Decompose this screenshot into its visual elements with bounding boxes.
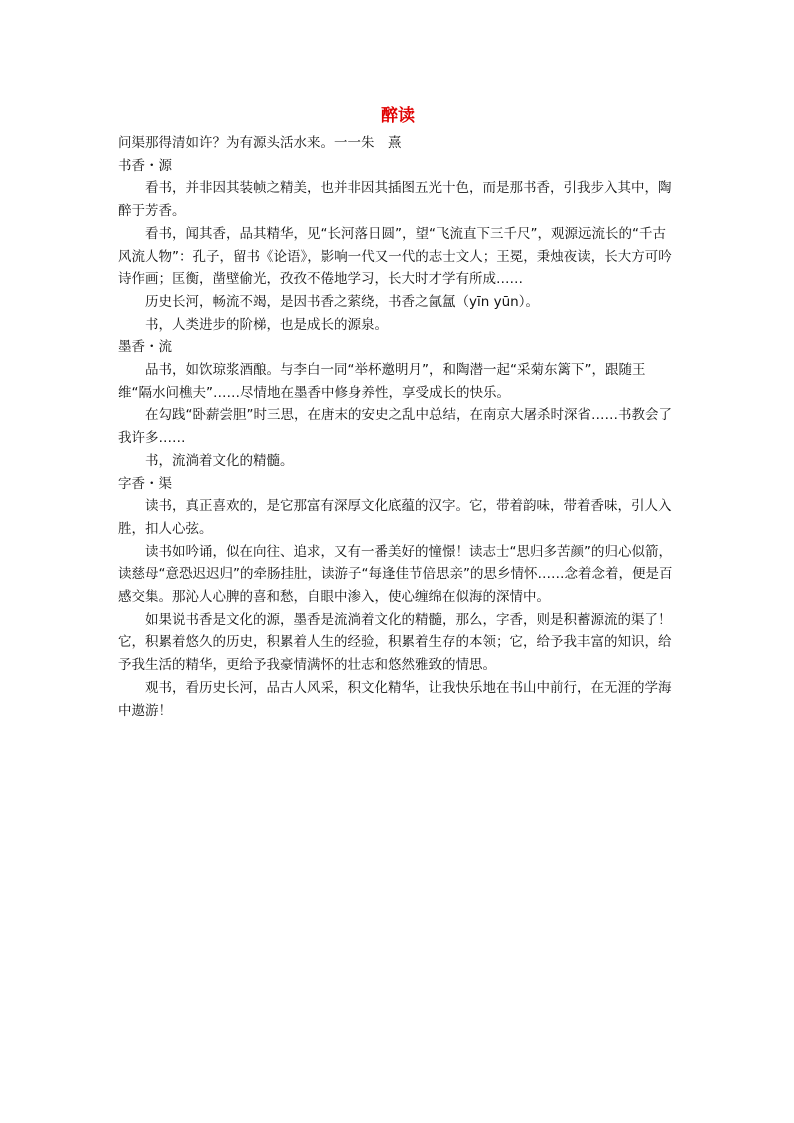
- document-title: 醉读: [381, 106, 415, 126]
- paragraph: 如果说书香是文化的源，墨香是流淌着文化的精髓，那么，字香，则是积蓄源流的渠了！它，积累着悠久的历史，积累着人生的经验，积累着生存的本领；它，给予我丰富的知识，给予我生活的精华，更给予我豪情满怀的壮志和悠然雅致的情思。: [118, 611, 672, 674]
- paragraph: 看书，闻其香，品其精华，见“长河落日圆”，望“飞流直下三千尺”，观源远流长的“千古风流人物”：孔子，留书《论语》，影响一代又一代的志士文人；王冕，秉烛夜读，长大方可吟诗作画；匡衡，凿壁偷光，孜孜不倦地学习，长大时才学有所成……: [118, 225, 672, 288]
- section-heading-source: 书香・源: [118, 157, 172, 174]
- paragraph: 在勾践“卧薪尝胆”时三思，在唐末的安史之乱中总结，在南京大屠杀时深省……书教会了我许多……: [118, 407, 672, 447]
- paragraph: 书，流淌着文化的精髓。: [145, 452, 294, 469]
- paragraph: 读书，真正喜欢的，是它那富有深厚文化底蕴的汉字。它，带着韵味，带着香味，引人入胜，扣人心弦。: [118, 498, 672, 537]
- section-heading-flow: 墨香・流: [118, 339, 172, 356]
- section-heading-channel: 字香・渠: [118, 475, 172, 492]
- paragraph: 看书，并非因其装帧之精美，也并非因其插图五光十色，而是那书香，引我步入其中，陶醉于芳香。: [118, 180, 672, 220]
- paragraph: 书，人类进步的阶梯，也是成长的源泉。: [145, 316, 388, 333]
- paragraph: 读书如吟诵，似在向往、追求，又有一番美好的憧憬！读志士“思归多苦颜”的归心似箭，读慈母“意恐迟迟归”的牵肠挂肚，读游子“每逢佳节倍思亲”的思乡情怀……念着念着，便是百感交集。那沁人心脾的喜和愁，自眼中渗入，使心缠绵在似海的深情中。: [118, 543, 673, 606]
- paragraph: 历史长河，畅流不竭，是因书香之萦绕，书香之氤氲（yīn yūn）。: [145, 293, 539, 310]
- paragraph: 品书，如饮琼浆酒酿。与李白一同“举杯邀明月”，和陶潜一起“采菊东篱下”，跟随王维“隔水问樵夫”……尽情地在墨香中修身养性，享受成长的快乐。: [118, 362, 646, 401]
- epigraph: 问渠那得清如许？为有源头活水来。一一朱 熹: [118, 135, 402, 151]
- paragraph: 观书，看历史长河，品古人风采，积文化精华，让我快乐地在书山中前行，在无涯的学海中遨游！: [118, 679, 672, 719]
- document-page: [118, 104, 678, 722]
